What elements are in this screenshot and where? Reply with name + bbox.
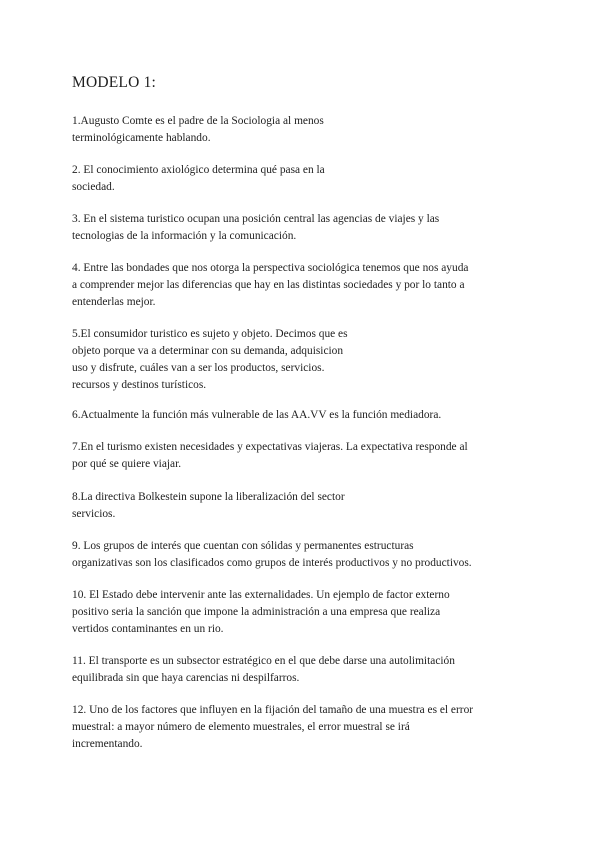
question-text-line: terminológicamente hablando. <box>72 132 211 144</box>
question-item <box>72 113 324 147</box>
document-title: MODELO 1: <box>72 74 157 91</box>
question-text-line: incrementando. <box>72 738 143 750</box>
question-text-line: positivo seria la sanción que impone la administración a una empresa que realiza <box>72 606 441 618</box>
question-text-line: entenderlas mejor. <box>72 296 156 308</box>
question-item <box>72 587 450 638</box>
question-text-line: 6.Actualmente la función más vulnerable de las AA.VV es la función mediadora. <box>72 409 442 421</box>
question-text-line: 10. El Estado debe intervenir ante las externalidades. Un ejemplo de factor externo <box>72 589 450 601</box>
question-text-line: equilibrada sin que haya carencias ni despilfarros. <box>72 672 300 684</box>
question-text-line: 11. El transporte es un subsector estratégico en el que debe darse una autolimitación <box>72 655 455 667</box>
question-text-line: servicios. <box>72 508 116 520</box>
question-text-line: 3. En el sistema turistico ocupan una posición central las agencias de viajes y las <box>72 213 440 225</box>
question-text-line: 2. El conocimiento axiológico determina qué pasa en la <box>72 164 325 176</box>
question-text-line: vertidos contaminantes en un rio. <box>72 623 224 635</box>
question-item <box>72 439 468 473</box>
question-item <box>72 326 348 394</box>
question-text-line: recursos y destinos turísticos. <box>72 379 207 391</box>
question-item <box>72 702 473 753</box>
question-text-line: organizativas son los clasificados como grupos de interés productivos y no productivos. <box>72 557 472 569</box>
question-text-line: muestral: a mayor número de elemento muestrales, el error muestral se irá <box>72 721 410 733</box>
question-text-line: 1.Augusto Comte es el padre de la Sociologia al menos <box>72 115 324 127</box>
question-text-line: 9. Los grupos de interés que cuentan con sólidas y permanentes estructuras <box>72 540 414 552</box>
question-text-line: uso y disfrute, cuáles van a ser los productos, servicios. <box>72 362 325 374</box>
question-text-line: 8.La directiva Bolkestein supone la liberalización del sector <box>72 491 345 503</box>
question-text-line: objeto porque va a determinar con su demanda, adquisicion <box>72 345 344 357</box>
question-text-line: 12. Uno de los factores que influyen en la fijación del tamaño de una muestra es el error <box>72 704 474 716</box>
question-text-line: por qué se quiere viajar. <box>72 458 182 470</box>
question-item <box>72 538 472 572</box>
question-item <box>72 489 345 523</box>
question-item <box>72 653 455 687</box>
question-text-line: sociedad. <box>72 181 115 193</box>
question-item <box>72 260 468 311</box>
question-text-line: tecnologias de la información y la comunicación. <box>72 230 297 242</box>
question-item <box>72 211 439 245</box>
question-text-line: a comprender mejor las diferencias que hay en las distintas sociedades y por lo tanto a <box>72 279 465 291</box>
question-item <box>72 407 441 424</box>
question-text-line: 5.El consumidor turistico es sujeto y objeto. Decimos que es <box>72 328 348 340</box>
question-text-line: 7.En el turismo existen necesidades y expectativas viajeras. La expectativa responde al <box>72 441 468 453</box>
question-item <box>72 162 325 196</box>
question-text-line: 4. Entre las bondades que nos otorga la perspectiva sociológica tenemos que nos ayuda <box>72 262 469 274</box>
